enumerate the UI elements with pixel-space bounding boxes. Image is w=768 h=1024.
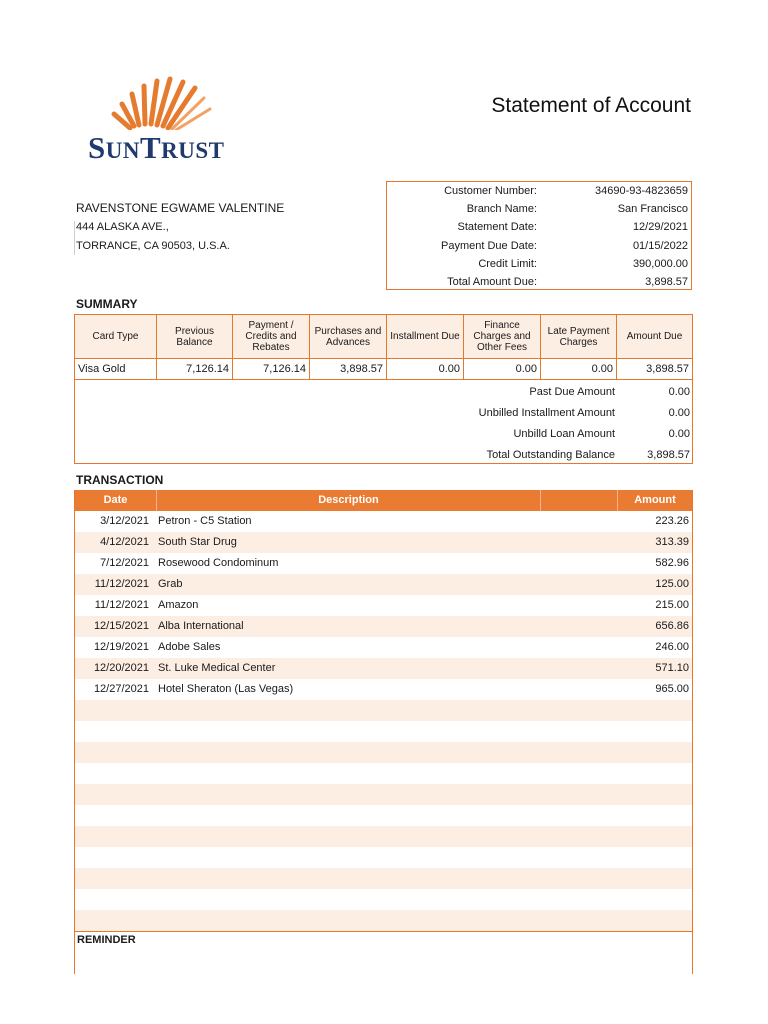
suntrust-logo bbox=[88, 74, 252, 166]
table-row bbox=[75, 847, 692, 868]
logo-wordmark: SUNTRUST bbox=[88, 130, 225, 165]
transaction-header-row bbox=[75, 490, 692, 511]
customer-address-line1: 444 ALASKA AVE., bbox=[76, 221, 169, 233]
summary-card-type: Visa Gold bbox=[75, 359, 157, 379]
transaction-description: Rosewood Condominum bbox=[158, 557, 279, 569]
table-row bbox=[75, 616, 692, 637]
transaction-description: St. Luke Medical Center bbox=[158, 662, 276, 674]
summary-late-payment: 0.00 bbox=[541, 359, 617, 379]
summary-table bbox=[74, 314, 693, 464]
customer-name: RAVENSTONE EGWAME VALENTINE bbox=[76, 201, 285, 215]
sunburst-icon bbox=[110, 74, 230, 130]
summary-extra-past-due: Past Due Amount 0.00 bbox=[529, 386, 690, 398]
table-row bbox=[75, 511, 692, 532]
summary-header-finance-charges: Finance Charges and Other Fees bbox=[464, 315, 541, 358]
transaction-date: 4/12/2021 bbox=[100, 536, 149, 548]
transaction-date: 11/12/2021 bbox=[94, 578, 149, 590]
table-row bbox=[75, 784, 692, 805]
table-row bbox=[75, 910, 692, 931]
transaction-header-description: Description bbox=[157, 490, 541, 511]
transaction-description: Hotel Sheraton (Las Vegas) bbox=[158, 683, 294, 695]
page-title: Statement of Account bbox=[491, 94, 691, 117]
transaction-description: Alba International bbox=[158, 620, 244, 632]
address-divider bbox=[74, 221, 75, 255]
info-row-statement-date: Statement Date: 12/29/2021 bbox=[457, 221, 688, 233]
reminder-title: REMINDER bbox=[77, 934, 136, 946]
summary-header-payment-credits: Payment / Credits and Rebates bbox=[233, 315, 310, 358]
table-row bbox=[75, 721, 692, 742]
table-row bbox=[75, 574, 692, 595]
summary-data-row bbox=[75, 359, 692, 380]
transaction-amount: 965.00 bbox=[655, 683, 689, 695]
summary-header-card-type: Card Type bbox=[75, 315, 157, 358]
summary-extra-unbilled-loan: Unbilld Loan Amount 0.00 bbox=[513, 428, 690, 440]
table-row bbox=[75, 637, 692, 658]
table-row bbox=[75, 889, 692, 910]
info-row-payment-due-date: Payment Due Date: 01/15/2022 bbox=[441, 240, 688, 252]
transaction-amount: 582.96 bbox=[655, 557, 689, 569]
summary-installment-due: 0.00 bbox=[387, 359, 464, 379]
transaction-amount: 313.39 bbox=[655, 536, 689, 548]
summary-finance-charges: 0.00 bbox=[464, 359, 541, 379]
transaction-description: Petron - C5 Station bbox=[158, 515, 252, 527]
table-row bbox=[75, 658, 692, 679]
summary-title: SUMMARY bbox=[76, 297, 138, 311]
transaction-description: Amazon bbox=[158, 599, 199, 611]
transaction-date: 12/20/2021 bbox=[93, 662, 149, 674]
table-row bbox=[75, 553, 692, 574]
table-row bbox=[75, 763, 692, 784]
reminder-box bbox=[74, 932, 693, 974]
transaction-amount: 656.86 bbox=[655, 620, 689, 632]
info-row-branch-name: Branch Name: San Francisco bbox=[466, 203, 688, 215]
transaction-header-date: Date bbox=[75, 490, 157, 511]
transaction-amount: 215.00 bbox=[655, 599, 689, 611]
summary-extra-unbilled-installment: Unbilled Installment Amount 0.00 bbox=[478, 407, 690, 419]
summary-payment-credits: 7,126.14 bbox=[233, 359, 310, 379]
transaction-header-blank bbox=[541, 490, 618, 511]
summary-header-amount-due: Amount Due bbox=[626, 331, 683, 342]
customer-address-line2: TORRANCE, CA 90503, U.S.A. bbox=[76, 240, 230, 252]
transaction-date: 3/12/2021 bbox=[100, 515, 149, 527]
summary-header-purchases: Purchases and Advances bbox=[310, 315, 387, 358]
transaction-amount: 246.00 bbox=[655, 641, 689, 653]
table-row bbox=[75, 595, 692, 616]
transaction-amount: 125.00 bbox=[655, 578, 689, 590]
table-row bbox=[75, 805, 692, 826]
summary-header-late-payment: Late Payment Charges bbox=[541, 315, 617, 358]
transaction-amount: 571.10 bbox=[655, 662, 689, 674]
table-row bbox=[75, 742, 692, 763]
transaction-date: 11/12/2021 bbox=[94, 599, 149, 611]
summary-extra-total-outstanding: Total Outstanding Balance 3,898.57 bbox=[486, 449, 690, 461]
summary-purchases: 3,898.57 bbox=[310, 359, 387, 379]
transaction-date: 7/12/2021 bbox=[100, 557, 149, 569]
table-row bbox=[75, 679, 692, 700]
info-row-credit-limit: Credit Limit: 390,000.00 bbox=[478, 258, 688, 270]
info-row-customer-number: Customer Number: 34690-93-4823659 bbox=[444, 185, 688, 197]
table-row bbox=[75, 700, 692, 721]
transaction-description: Adobe Sales bbox=[158, 641, 221, 653]
transaction-date: 12/19/2021 bbox=[93, 641, 149, 653]
transaction-description: Grab bbox=[158, 578, 183, 590]
summary-header-previous-balance: Previous Balance bbox=[157, 315, 233, 358]
summary-header-installment-due: Installment Due bbox=[387, 315, 464, 358]
table-row bbox=[75, 826, 692, 847]
transaction-date: 12/27/2021 bbox=[93, 683, 149, 695]
transaction-table bbox=[74, 490, 693, 932]
transaction-title: TRANSACTION bbox=[76, 473, 164, 487]
transaction-description: South Star Drug bbox=[158, 536, 237, 548]
transaction-date: 12/15/2021 bbox=[93, 620, 149, 632]
transaction-amount: 223.26 bbox=[655, 515, 689, 527]
summary-header-row bbox=[75, 315, 692, 359]
summary-amount-due: 3,898.57 bbox=[646, 363, 689, 375]
summary-previous-balance: 7,126.14 bbox=[157, 359, 233, 379]
table-row bbox=[75, 532, 692, 553]
account-info-box bbox=[386, 181, 692, 290]
info-row-total-amount-due: Total Amount Due: 3,898.57 bbox=[447, 276, 688, 288]
table-row bbox=[75, 868, 692, 889]
transaction-header-amount: Amount bbox=[634, 494, 676, 506]
